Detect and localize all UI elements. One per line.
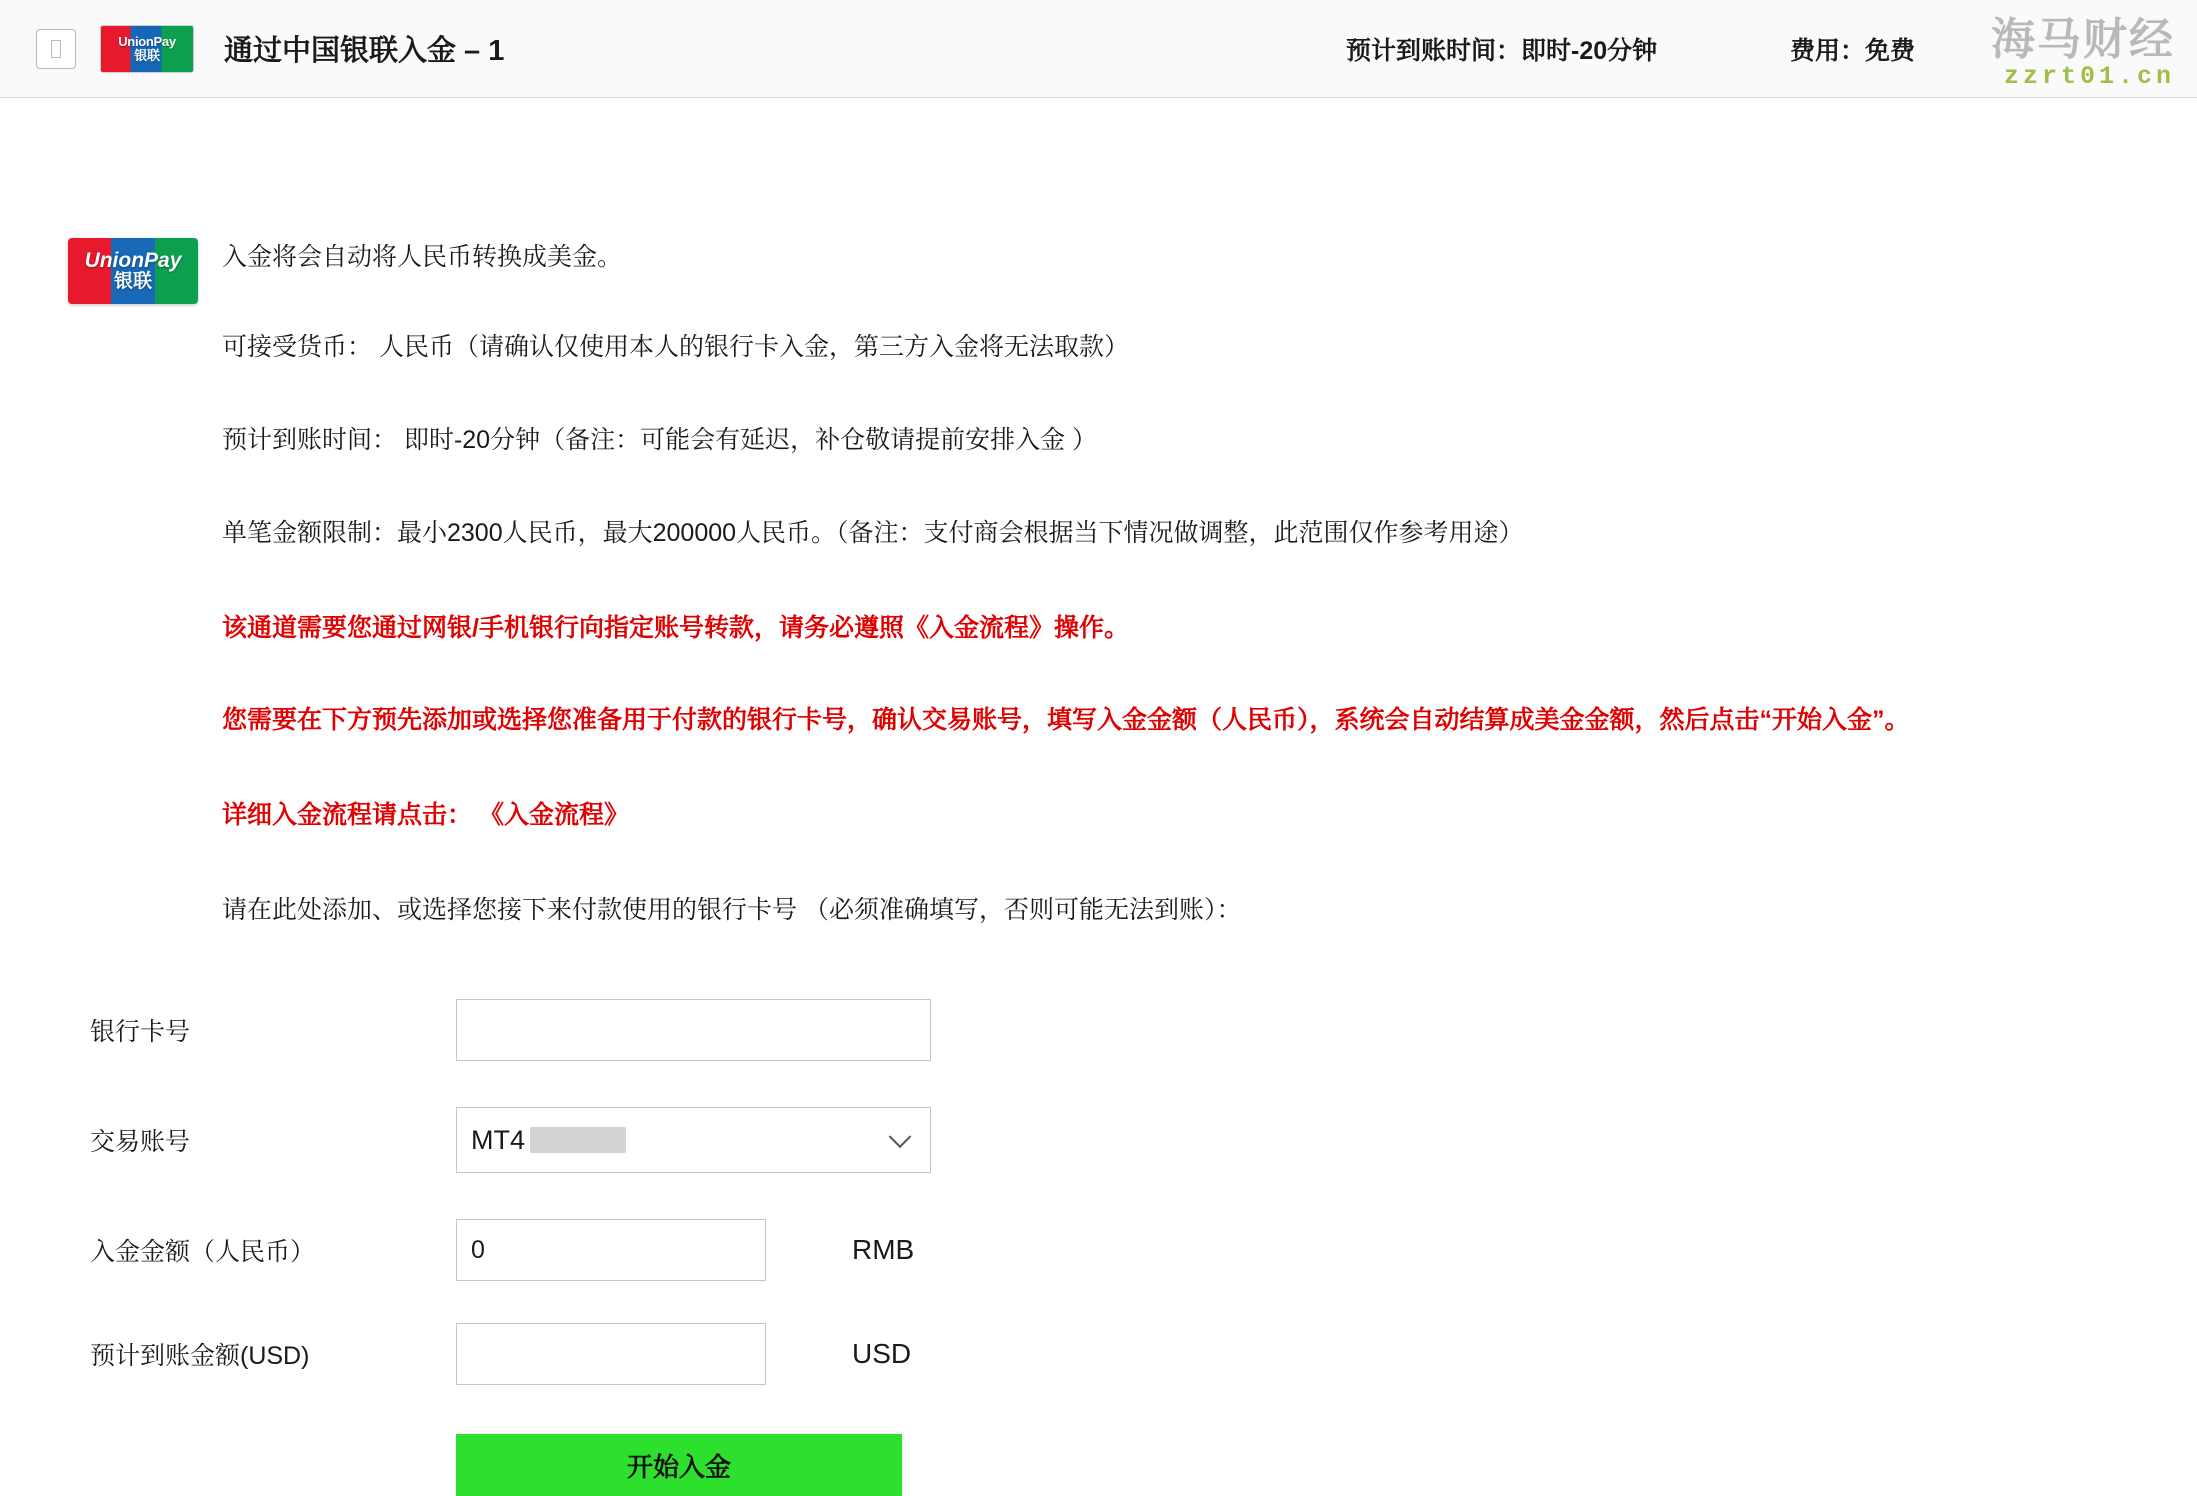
form-row-card-number (0, 978, 2197, 1082)
redacted-account-digits (530, 1127, 626, 1153)
info-line-limits: 单笔金额限制：最小2300人民币，最大200000人民币。（备注：支付商会根据当下情况做调整，此范围仅作参考用途） (222, 519, 1524, 547)
unionpay-large-line2: 银联 (113, 271, 152, 293)
form-row-amount-usd (0, 1302, 2197, 1406)
form-row-trading-account (0, 1082, 2197, 1198)
amount-rmb-input[interactable] (456, 1219, 766, 1281)
watermark (1991, 15, 2175, 92)
unionpay-logo-large (68, 238, 198, 304)
channel-header (0, 0, 2197, 98)
unionpay-logo-small (100, 25, 194, 73)
form-row-amount-rmb (0, 1198, 2197, 1302)
header-fee: 费用：免费 (1790, 36, 1916, 65)
info-line-currency: 可接受货币： 人民币（请确认仅使用本人的银行卡入金，第三方入金将无法取款） (222, 333, 1129, 361)
info-line-conversion: 入金将会自动将人民币转换成美金。 (222, 243, 623, 271)
amount-usd-label: 预计到账金额(USD) (90, 1342, 310, 1370)
unionpay-logo-line2: 银联 (134, 47, 160, 63)
warning-line-steps: 您需要在下方预先添加或选择您准备用于付款的银行卡号，确认交易账号，填写入金金额（人民币），系统会自动结算成美金金额，然后点击“开始入金”。 (222, 706, 1910, 734)
amount-usd-input[interactable] (456, 1323, 766, 1385)
watermark-sub: zzrt01.cn (2003, 62, 2175, 91)
info-line-card-hint: 请在此处添加、或选择您接下来付款使用的银行卡号 （必须准确填写，否则可能无法到账）： (222, 896, 1242, 924)
warning-line-transfer: 该通道需要您通过网银/手机银行向指定账号转款，请务必遵照《入金流程》操作。 (222, 614, 1129, 642)
trading-account-select[interactable] (456, 1107, 931, 1173)
radio-inner-dot (51, 40, 61, 58)
info-line-eta: 预计到账时间： 即时-20分钟（备注：可能会有延迟，补仓敬请提前安排入金 ） (222, 426, 1098, 454)
channel-select-radio[interactable] (36, 29, 76, 69)
start-deposit-button[interactable]: 开始入金 (456, 1434, 902, 1496)
header-eta: 预计到账时间：即时-20分钟 (1346, 36, 1658, 65)
watermark-main: 海马财经 (1991, 15, 2175, 64)
card-number-label: 银行卡号 (90, 1018, 191, 1046)
unionpay-large-line1: UnionPay (84, 249, 182, 272)
page-title: 通过中国银联入金 – 1 (224, 35, 505, 67)
unionpay-logo-line1: UnionPay (118, 33, 176, 49)
chevron-down-icon (889, 1125, 912, 1148)
amount-rmb-unit: RMB (852, 1234, 915, 1265)
amount-usd-unit: USD (852, 1338, 912, 1369)
trading-account-label: 交易账号 (90, 1128, 191, 1156)
deposit-form (0, 978, 2197, 1406)
trading-account-value: MT4 (471, 1124, 525, 1155)
amount-rmb-label: 入金金额（人民币） (90, 1238, 316, 1266)
card-number-input[interactable] (456, 999, 931, 1061)
deposit-process-link[interactable]: 详细入金流程请点击： 《入金流程》 (222, 801, 629, 829)
